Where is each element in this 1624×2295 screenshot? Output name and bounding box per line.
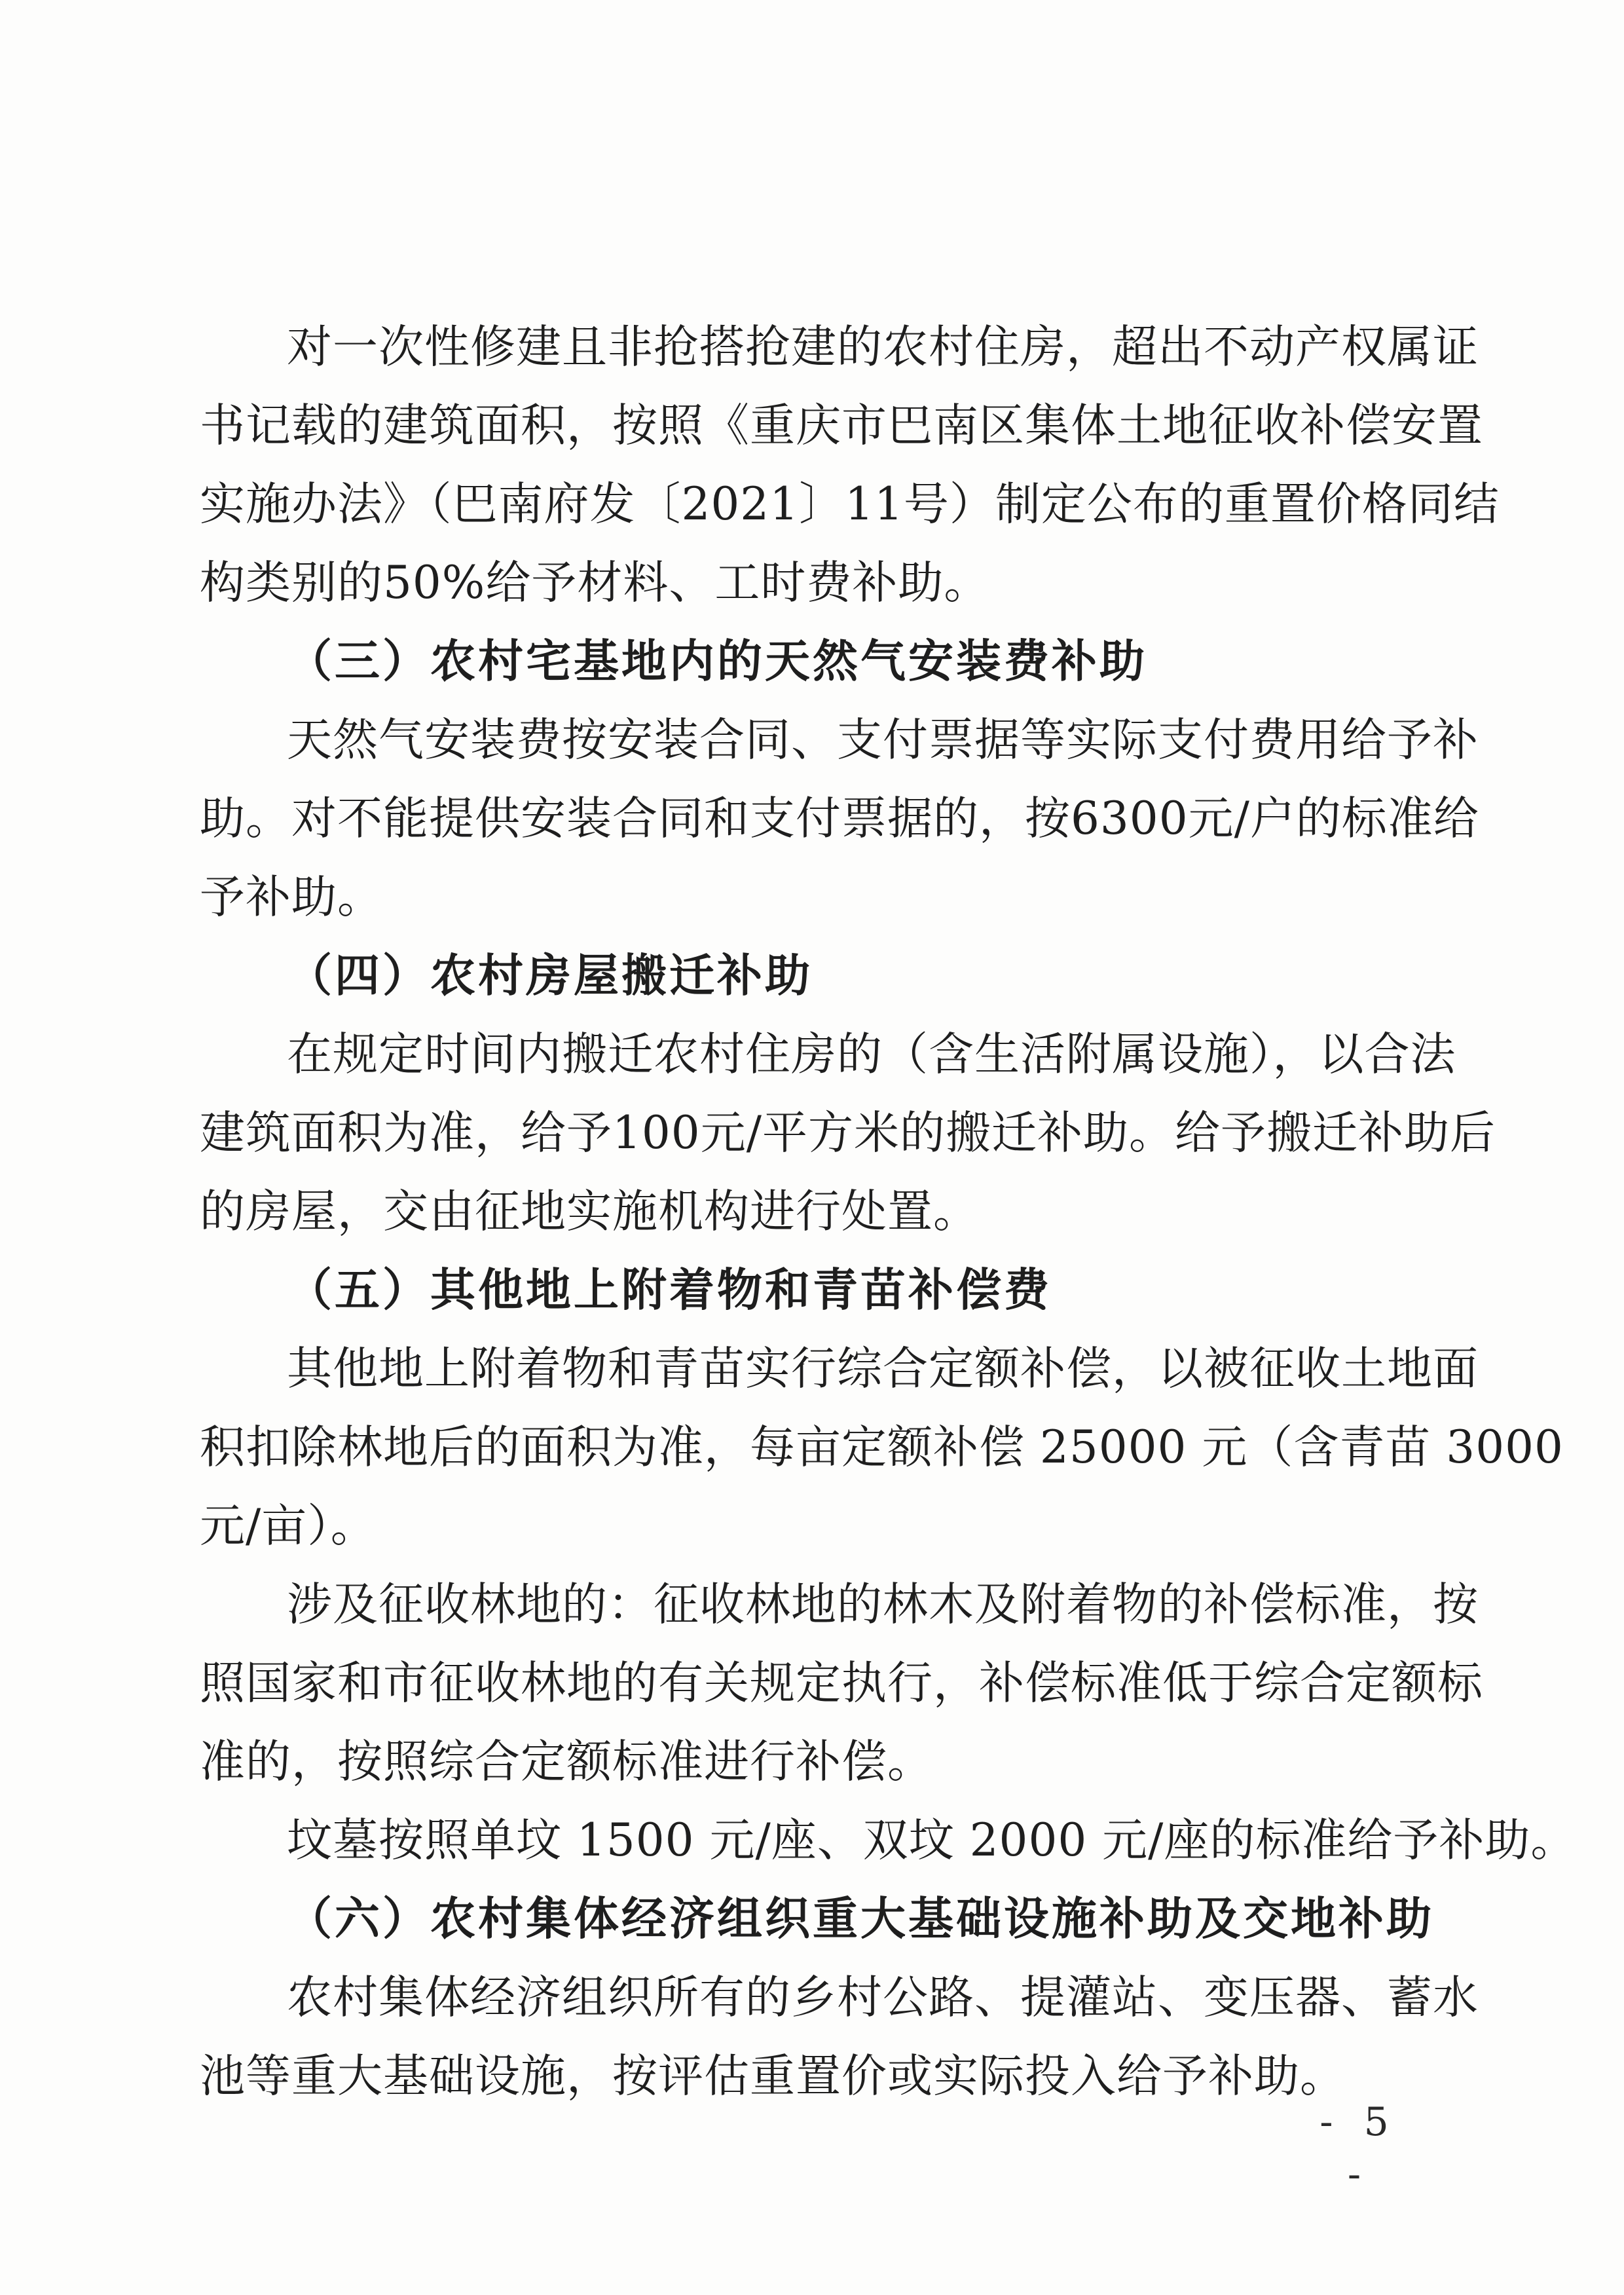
paragraph-line: 助。对不能提供安装合同和支付票据的，按6300元/户的标准给 (200, 793, 1479, 845)
section-heading-5: （五）其他地上附着物和青苗补偿费 (287, 1263, 1052, 1316)
page-number: - 5 - (1320, 2099, 1398, 2197)
paragraph-line: 天然气安装费按安装合同、支付票据等实际支付费用给予补 (287, 714, 1479, 766)
paragraph-line: 元/亩）。 (200, 1500, 377, 1552)
paragraph-line: 构类别的50%给予材料、工时费补助。 (200, 557, 990, 609)
paragraph-line: 涉及征收林地的：征收林地的林木及附着物的补偿标准，按 (287, 1578, 1479, 1631)
paragraph-line: 坟墓按照单坟 1500 元/座、双坟 2000 元/座的标准给予补助。 (287, 1814, 1577, 1867)
section-heading-6: （六）农村集体经济组织重大基础设施补助及交地补助 (287, 1892, 1434, 1945)
section-heading-3: （三）农村宅基地内的天然气安装费补助 (287, 635, 1147, 688)
paragraph-line: 书记载的建筑面积，按照《重庆市巴南区集体土地征收补偿安置 (200, 400, 1483, 452)
paragraph-line: 照国家和市征收林地的有关规定执行，补偿标准低于综合定额标 (200, 1657, 1483, 1709)
paragraph-line: 在规定时间内搬迁农村住房的（含生活附属设施），以合法 (287, 1028, 1456, 1081)
paragraph-line: 准的，按照综合定额标准进行补偿。 (200, 1736, 933, 1788)
paragraph-line: 的房屋，交由征地实施机构进行处置。 (200, 1185, 979, 1238)
paragraph-line: 对一次性修建且非抢搭抢建的农村住房，超出不动产权属证 (287, 321, 1479, 373)
paragraph-line: 池等重大基础设施，按评估重置价或实际投入给予补助。 (200, 2050, 1346, 2102)
paragraph-line: 建筑面积为准，给予100元/平方米的搬迁补助。给予搬迁补助后 (200, 1107, 1496, 1159)
section-heading-4: （四）农村房屋搬迁补助 (287, 949, 813, 1002)
paragraph-line: 予补助。 (200, 871, 383, 924)
paragraph-line: 积扣除林地后的面积为准，每亩定额补偿 25000 元（含青苗 3000 (200, 1421, 1564, 1474)
paragraph-line: 农村集体经济组织所有的乡村公路、提灌站、变压器、蓄水 (287, 1971, 1479, 2024)
paragraph-line: 其他地上附着物和青苗实行综合定额补偿，以被征收土地面 (287, 1343, 1479, 1395)
paragraph-line: 实施办法》（巴南府发〔2021〕11号）制定公布的重置价格同结 (200, 478, 1500, 531)
